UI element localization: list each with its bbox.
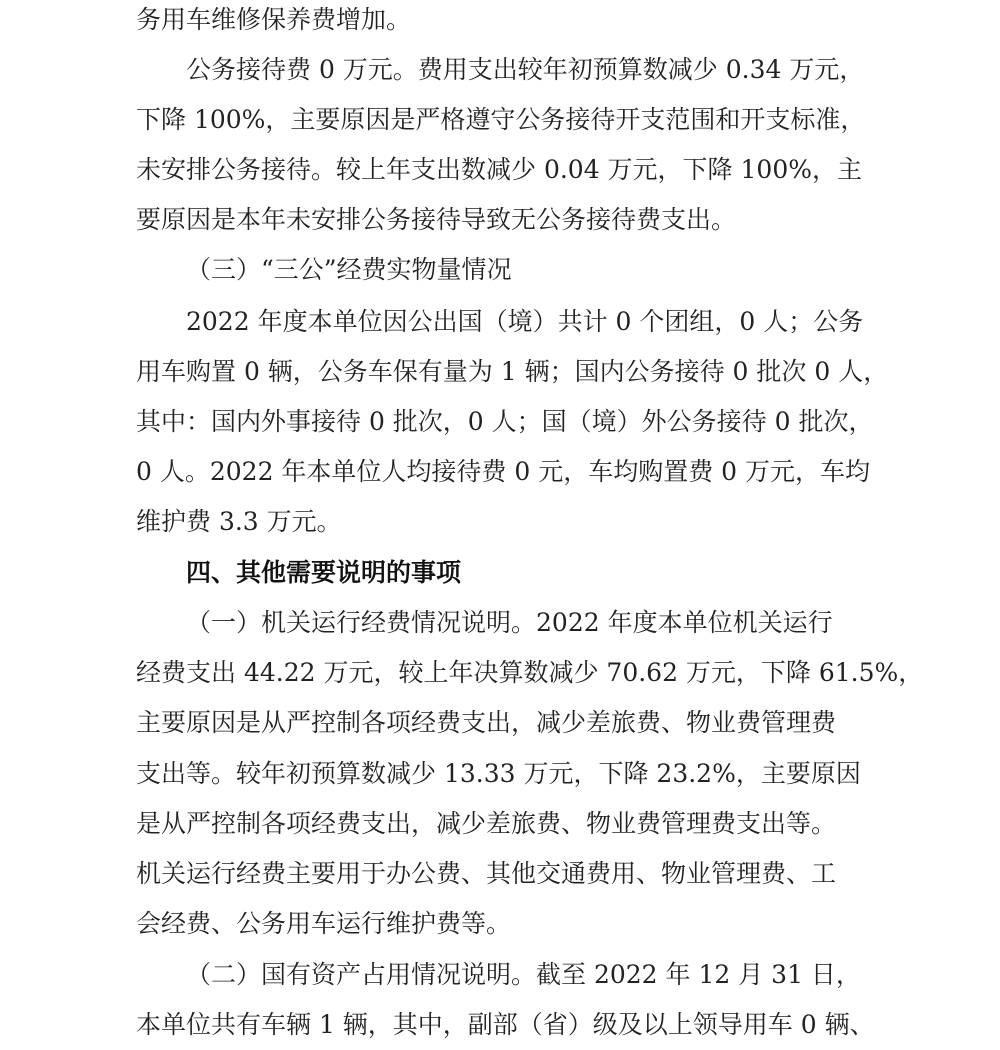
- section-heading-4: 四、其他需要说明的事项: [186, 558, 462, 587]
- text-line-15: 主要原因是从严控制各项经费支出，减少差旅费、物业费管理费: [136, 708, 837, 737]
- subsection-heading-3: （三）“三公”经费实物量情况: [186, 255, 512, 284]
- text-line-8: 用车购置 0 辆，公务车保有量为 1 辆；国内公务接待 0 批次 0 人，: [136, 357, 889, 386]
- text-line-3: 下降 100%，主要原因是严格遵守公务接待开支范围和开支标准，: [136, 105, 866, 134]
- text-line-11: 维护费 3.3 万元。: [136, 507, 342, 536]
- text-line-16: 支出等。较年初预算数减少 13.33 万元，下降 23.2%，主要原因: [136, 759, 861, 788]
- text-line-1: 务用车维修保养费增加。: [136, 5, 412, 34]
- text-line-18: 机关运行经费主要用于办公费、其他交通费用、物业管理费、工: [136, 859, 837, 888]
- text-line-5: 要原因是本年未安排公务接待导致无公务接待费支出。: [136, 205, 737, 234]
- text-line-17: 是从严控制各项经费支出，减少差旅费、物业费管理费支出等。: [136, 809, 837, 838]
- text-line-9: 其中：国内外事接待 0 批次，0 人；国（境）外公务接待 0 批次，: [136, 407, 874, 436]
- text-line-20: （二）国有资产占用情况说明。截至 2022 年 12 月 31 日，: [186, 960, 861, 989]
- text-line-13: （一）机关运行经费情况说明。2022 年度本单位机关运行: [186, 608, 833, 637]
- text-line-14: 经费支出 44.22 万元，较上年决算数减少 70.62 万元，下降 61.5%，: [136, 658, 924, 687]
- text-line-10: 0 人。2022 年本单位人均接待费 0 元，车均购置费 0 万元，车均: [136, 457, 871, 486]
- text-line-2: 公务接待费 0 万元。费用支出较年初预算数减少 0.34 万元，: [186, 55, 865, 84]
- text-line-21: 本单位共有车辆 1 辆，其中，副部（省）级及以上领导用车 0 辆、: [136, 1010, 875, 1039]
- text-line-4: 未安排公务接待。较上年支出数减少 0.04 万元，下降 100%，主: [136, 155, 862, 184]
- text-line-7: 2022 年度本单位因公出国（境）共计 0 个团组，0 人；公务: [186, 307, 864, 336]
- text-line-19: 会经费、公务用车运行维护费等。: [136, 909, 512, 938]
